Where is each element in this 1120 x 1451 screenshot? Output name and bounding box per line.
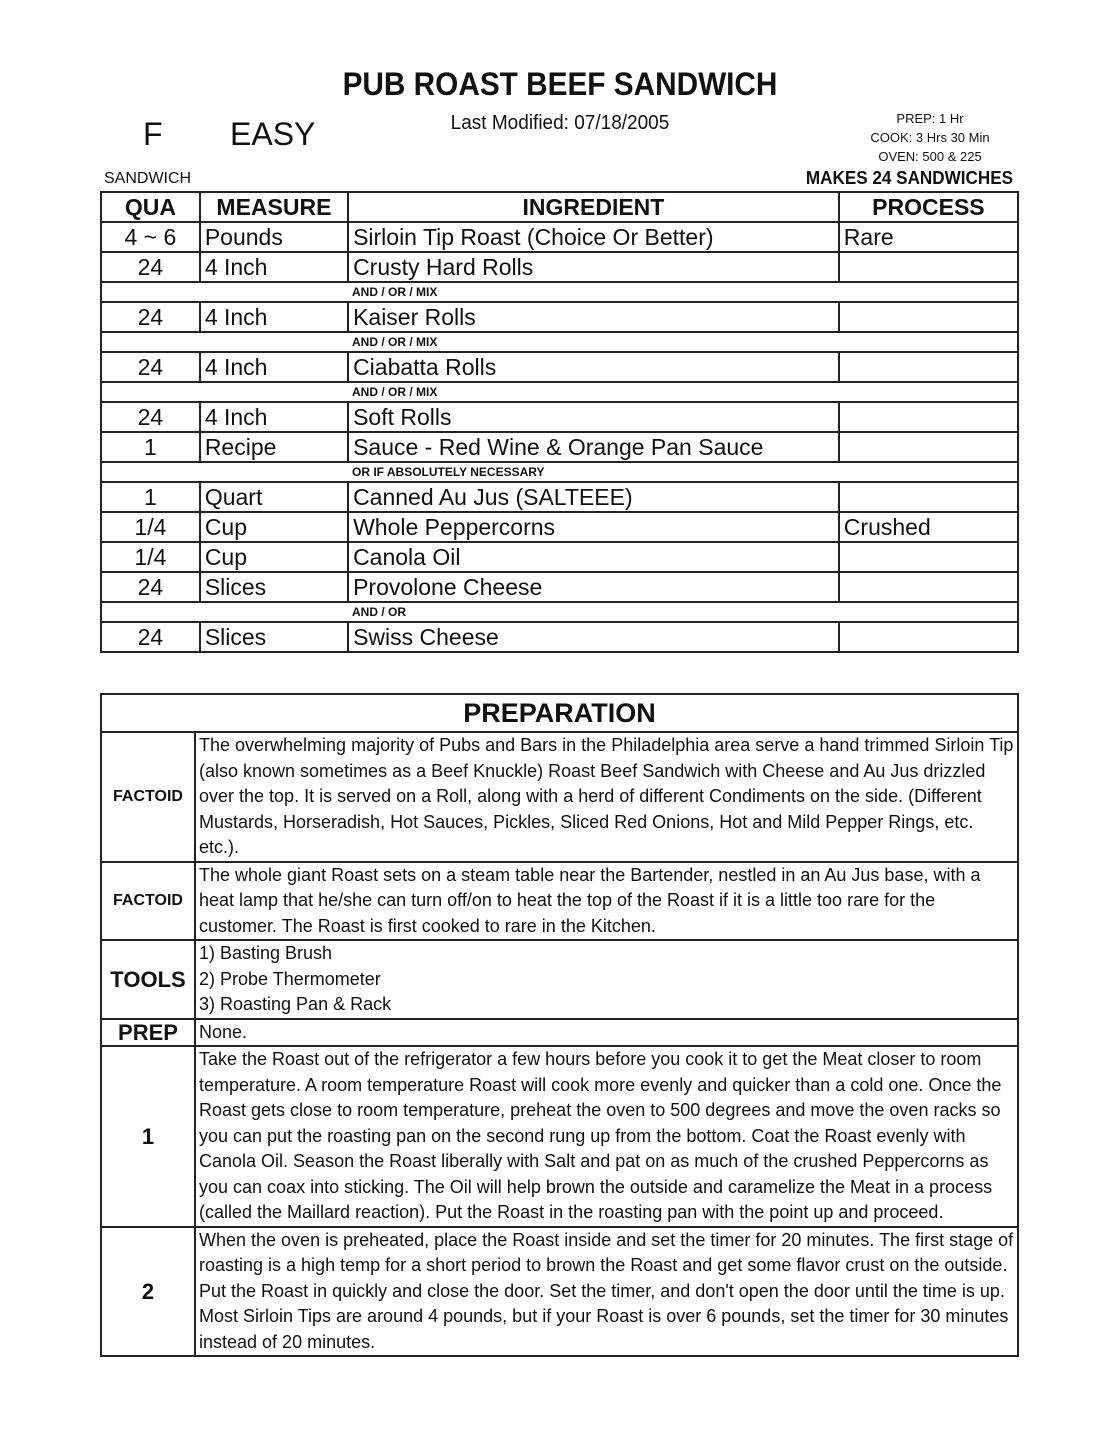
difficulty-label: EASY: [230, 116, 316, 152]
ingredient-row: [101, 302, 1018, 332]
ingredient-row: [101, 432, 1018, 462]
preparation-step-text: When the oven is preheated, place the Roast inside and set the timer for 20 minutes. The first stage of roasting is a high temp for a short period to brown the Roast and get some flavor crust on the outside. Put the Roast in quickly and close the door. Set the timer, and don't open the door until the time is up. Most Sirloin Tips are around 4 pounds, but if your Roast is over 6 pounds, set the timer for 30 minutes instead of 20 minutes.: [195, 1227, 1018, 1357]
ingredient-quantity: 24: [101, 302, 200, 332]
preparation-step-label: PREP: [101, 1019, 195, 1047]
ingredient-measure: 4 Inch: [200, 302, 348, 332]
preparation-step-text: 1) Basting Brush 2) Probe Thermometer 3) Roasting Pan & Rack: [195, 940, 1018, 1019]
ingredient-quantity: 24: [101, 402, 200, 432]
ingredient-quantity: 1: [101, 482, 200, 512]
last-modified: Last Modified: 07/18/2005: [450, 112, 670, 134]
preparation-step-text: None.: [195, 1019, 1018, 1047]
ingredient-quantity: 1: [101, 432, 200, 462]
ingredient-name: Whole Peppercorns: [348, 512, 839, 542]
ingredient-name: Sirloin Tip Roast (Choice Or Better): [348, 222, 839, 252]
ingredient-row: [101, 512, 1018, 542]
preparation-table: [100, 693, 1019, 1357]
ingredient-process: [839, 482, 1018, 512]
ingredient-row: [101, 482, 1018, 512]
ingredient-quantity: 1/4: [101, 512, 200, 542]
separator-label: AND / OR: [352, 605, 406, 619]
ingredient-process: [839, 402, 1018, 432]
preparation-row: [101, 732, 1018, 862]
ingredient-quantity: 24: [101, 352, 200, 382]
ingredient-separator-row: [101, 462, 1018, 482]
ingredient-measure: 4 Inch: [200, 402, 348, 432]
preparation-step-label: 2: [101, 1227, 195, 1357]
preparation-step-label: TOOLS: [101, 940, 195, 1019]
recipe-title: PUB ROAST BEEF SANDWICH: [342, 66, 778, 102]
recipe-type: SANDWICH: [104, 170, 192, 187]
preparation-row: [101, 940, 1018, 1019]
ingredient-row: [101, 252, 1018, 282]
ingredient-name: Swiss Cheese: [348, 622, 839, 652]
separator-cell: [101, 602, 1018, 622]
ingredient-separator-row: [101, 332, 1018, 352]
ingredient-measure: Recipe: [200, 432, 348, 462]
ingredient-measure: Quart: [200, 482, 348, 512]
ingredient-process: Rare: [839, 222, 1018, 252]
ingredient-measure: Pounds: [200, 222, 348, 252]
ingredient-name: Crusty Hard Rolls: [348, 252, 839, 282]
ingredients-table: [100, 191, 1019, 653]
column-header-measure: MEASURE: [200, 192, 348, 222]
ingredient-row: [101, 622, 1018, 652]
ingredient-row: [101, 222, 1018, 252]
separator-cell: [101, 462, 1018, 482]
separator-label: AND / OR / MIX: [352, 285, 438, 299]
ingredient-row: [101, 352, 1018, 382]
ingredient-quantity: 4 ~ 6: [101, 222, 200, 252]
preparation-row: [101, 862, 1018, 941]
ingredient-name: Soft Rolls: [348, 402, 839, 432]
preparation-heading-row: [101, 694, 1018, 732]
ingredient-separator-row: [101, 602, 1018, 622]
column-header-ingredient: INGREDIENT: [348, 192, 839, 222]
cook-time: COOK: 3 Hrs 30 Min: [870, 130, 990, 145]
ingredient-process: [839, 302, 1018, 332]
ingredient-name: Provolone Cheese: [348, 572, 839, 602]
ingredient-process: [839, 622, 1018, 652]
separator-label: AND / OR / MIX: [352, 385, 438, 399]
ingredient-measure: Cup: [200, 512, 348, 542]
ingredient-quantity: 1/4: [101, 542, 200, 572]
preparation-step-text: The overwhelming majority of Pubs and Bars in the Philadelphia area serve a hand trimmed Sirloin Tip (also known sometimes as a Beef Knuckle) Roast Beef Sandwich with Cheese and Au Jus drizzled over the top. It is served on a Roll, along with a herd of different Condiments on the side. (Different Mustards, Horseradish, Hot Sauces, Pickles, Sliced Red Onions, Hot and Mild Pepper Rings, etc. etc.).: [195, 732, 1018, 862]
preparation-step-label: FACTOID: [101, 732, 195, 862]
ingredient-name: Kaiser Rolls: [348, 302, 839, 332]
column-header-process: PROCESS: [839, 192, 1018, 222]
ingredient-name: Sauce - Red Wine & Orange Pan Sauce: [348, 432, 839, 462]
ingredient-name: Ciabatta Rolls: [348, 352, 839, 382]
ingredient-separator-row: [101, 282, 1018, 302]
preparation-step-label: 1: [101, 1046, 195, 1227]
preparation-heading: PREPARATION: [101, 694, 1018, 732]
ingredients-header-row: [101, 192, 1018, 222]
separator-label: OR IF ABSOLUTELY NECESSARY: [352, 465, 545, 479]
ingredient-process: [839, 432, 1018, 462]
ingredient-row: [101, 402, 1018, 432]
ingredient-measure: 4 Inch: [200, 352, 348, 382]
column-header-qua: QUA: [101, 192, 200, 222]
separator-label: AND / OR / MIX: [352, 335, 438, 349]
time-summary: [850, 109, 1010, 166]
ingredient-process: [839, 252, 1018, 282]
ingredient-process: Crushed: [839, 512, 1018, 542]
ingredient-name: Canned Au Jus (SALTEEE): [348, 482, 839, 512]
ingredient-quantity: 24: [101, 572, 200, 602]
oven-temp: OVEN: 500 & 225: [878, 149, 982, 164]
preparation-step-text: The whole giant Roast sets on a steam table near the Bartender, nestled in an Au Jus base, with a heat lamp that he/she can turn off/on to heat the top of the Roast if it is a little too rare for the customer. The Roast is first cooked to rare in the Kitchen.: [195, 862, 1018, 941]
prep-time: PREP: 1 Hr: [896, 111, 964, 126]
preparation-row: [101, 1227, 1018, 1357]
ingredient-measure: Slices: [200, 572, 348, 602]
ingredient-measure: Cup: [200, 542, 348, 572]
ingredient-row: [101, 572, 1018, 602]
ingredient-process: [839, 572, 1018, 602]
separator-cell: [101, 332, 1018, 352]
preparation-step-text: Take the Roast out of the refrigerator a few hours before you cook it to get the Meat closer to room temperature. A room temperature Roast will cook more evenly and quicker than a cold one. Once the Roast gets close to room temperature, preheat the oven to 500 degrees and move the oven racks so you can put the roasting pan on the second rung up from the bottom. Coat the Roast evenly with Canola Oil. Season the Roast liberally with Salt and pat on as much of the crushed Peppercorns as you can coax into sticking. The Oil will help brown the outside and caramelize the Meat in a process (called the Maillard reaction). Put the Roast in the roasting pan with the point up and proceed.: [195, 1046, 1018, 1227]
ingredient-measure: Slices: [200, 622, 348, 652]
ingredient-process: [839, 352, 1018, 382]
category-code: F: [143, 116, 163, 152]
ingredient-quantity: 24: [101, 622, 200, 652]
ingredient-quantity: 24: [101, 252, 200, 282]
preparation-row: [101, 1019, 1018, 1047]
ingredient-process: [839, 542, 1018, 572]
preparation-step-label: FACTOID: [101, 862, 195, 941]
ingredient-measure: 4 Inch: [200, 252, 348, 282]
ingredient-separator-row: [101, 382, 1018, 402]
preparation-row: [101, 1046, 1018, 1227]
ingredient-name: Canola Oil: [348, 542, 839, 572]
separator-cell: [101, 382, 1018, 402]
separator-cell: [101, 282, 1018, 302]
ingredient-row: [101, 542, 1018, 572]
recipe-yield: MAKES 24 SANDWICHES: [805, 168, 1013, 188]
